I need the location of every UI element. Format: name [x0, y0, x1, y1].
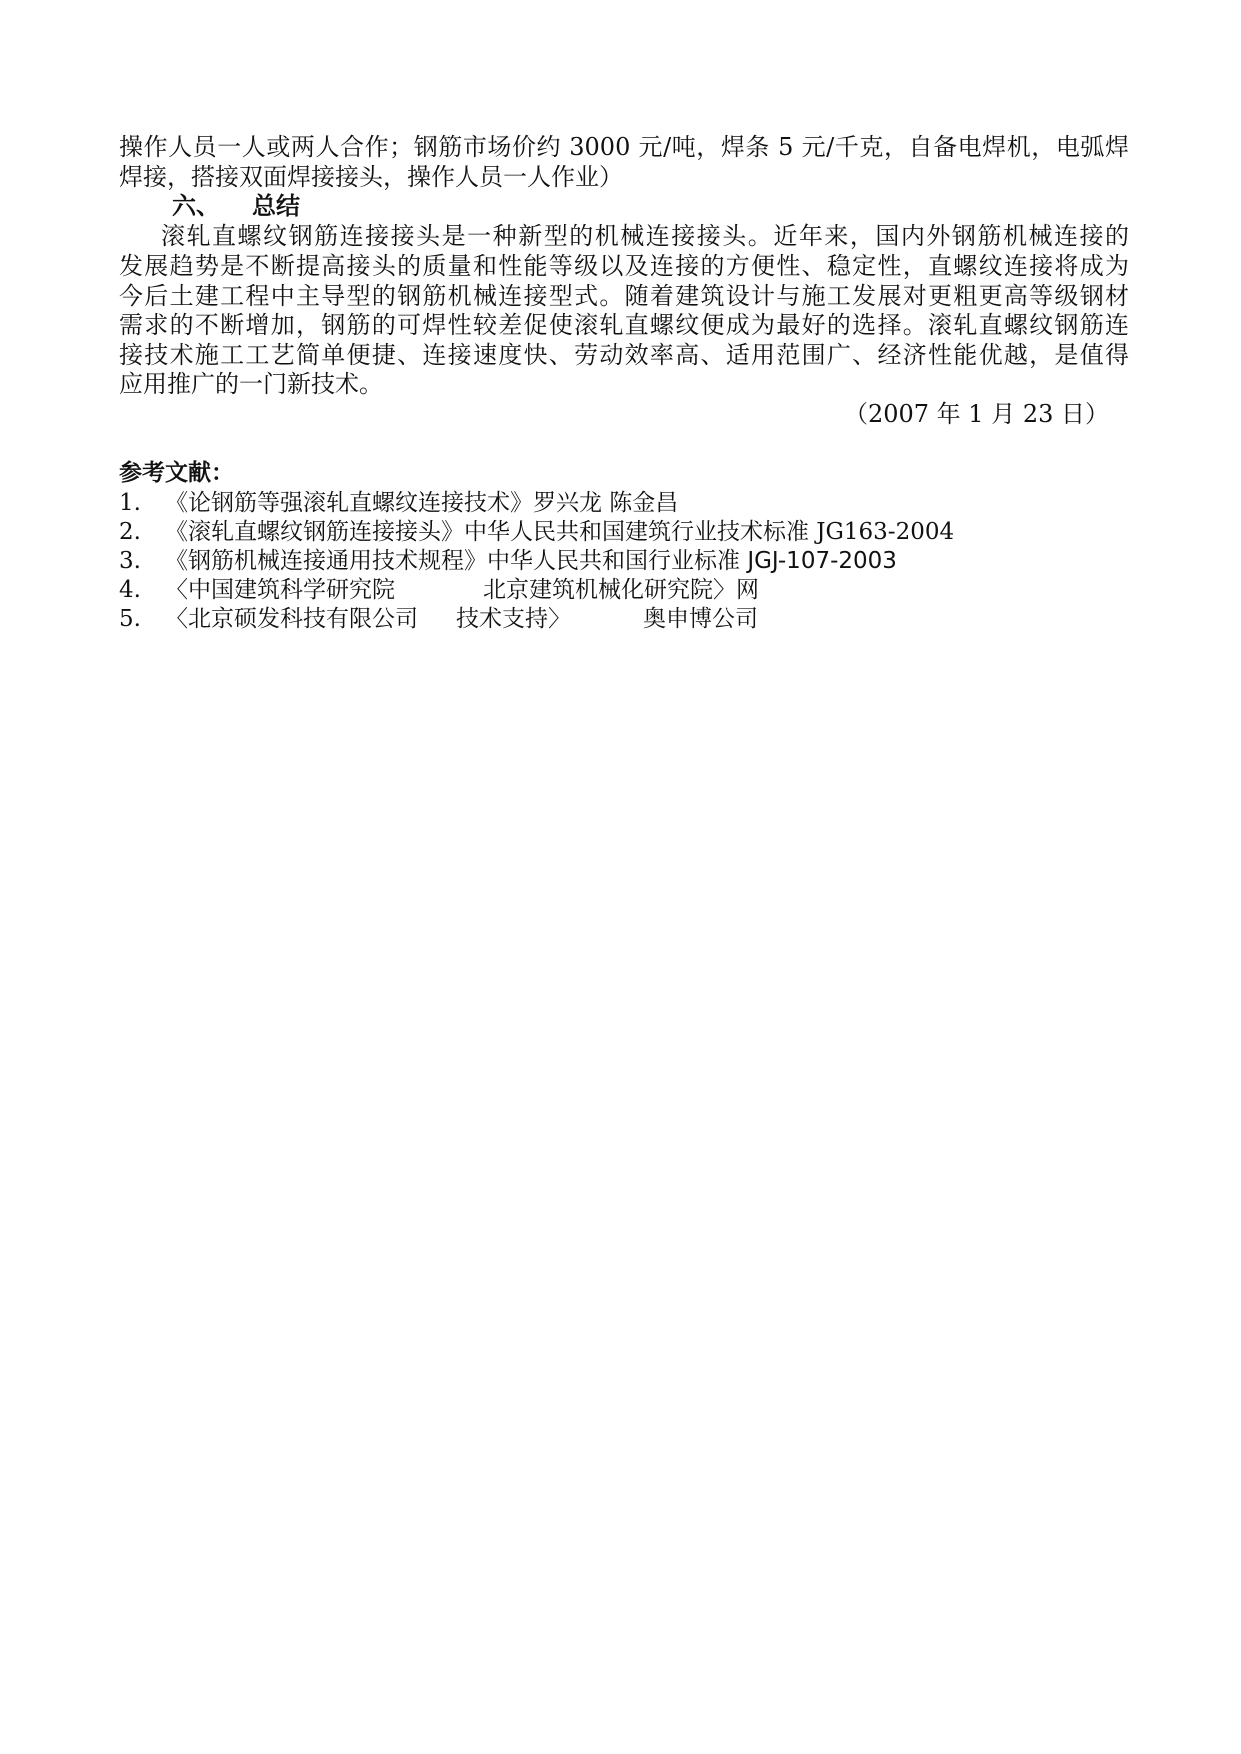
reference-number: 1.: [119, 490, 141, 516]
reference-number: 4.: [119, 577, 141, 603]
reference-item-1: [119, 489, 1129, 518]
reference-number: 3.: [119, 548, 141, 574]
reference-text-part-b: 北京建筑机械化研究院〉网: [483, 577, 759, 603]
reference-item-2: [119, 518, 1129, 547]
reference-text: 《滚轧直螺纹钢筋连接接头》中华人民共和国建筑行业技术标准 JG163-2004: [165, 519, 955, 545]
body-line-4: 需求的不断增加，钢筋的可焊性较差促使滚轧直螺纹便成为最好的选择。滚轧直螺纹钢筋连: [119, 311, 1129, 339]
body-line-3: 今后土建工程中主导型的钢筋机械连接型式。随着建筑设计与施工发展对更粗更高等级钢材: [119, 282, 1129, 310]
reference-standard-code: JGJ-107-2003: [747, 548, 897, 574]
section-number: 六、: [172, 192, 220, 220]
reference-number: 2.: [119, 519, 141, 545]
reference-text-part-c: 奥申博公司: [643, 606, 758, 632]
reference-item-3: [119, 547, 1129, 576]
body-line-5: 接技术施工工艺简单便捷、连接速度快、劳动效率高、适用范围广、经济性能优越，是值得: [119, 341, 1129, 369]
reference-text: 《论钢筋等强滚轧直螺纹连接技术》罗兴龙 陈金昌: [165, 490, 679, 516]
reference-item-5: [119, 605, 1129, 634]
body-line-1: 滚轧直螺纹钢筋连接接头是一种新型的机械连接接头。近年来，国内外钢筋机械连接的: [161, 222, 1129, 250]
section-heading: [172, 192, 300, 221]
references-title: 参考文献：: [119, 460, 234, 486]
body-line-2: 发展趋势是不断提高接头的质量和性能等级以及连接的方便性、稳定性，直螺纹连接将成为: [119, 252, 1129, 280]
reference-item-4: [119, 576, 1129, 605]
reference-text: 《钢筋机械连接通用技术规程》中华人民共和国行业标准: [165, 548, 748, 574]
reference-text-part-a: 〈中国建筑科学研究院: [165, 577, 395, 603]
body-line-6: 应用推广的一门新技术。: [119, 370, 383, 398]
intro-line-1: 操作人员一人或两人合作；钢筋市场价约 3000 元/吨，焊条 5 元/千克，自备电焊机，电弧焊: [119, 133, 1129, 161]
intro-line-2: 焊接，搭接双面焊接接头，操作人员一人作业）: [119, 163, 623, 191]
section-title: 总结: [252, 192, 300, 220]
reference-number: 5.: [119, 606, 141, 632]
reference-text-part-a: 〈北京硕发科技有限公司: [165, 606, 418, 632]
date-line: （2007 年 1 月 23 日）: [843, 400, 1109, 428]
reference-text-part-b: 技术支持〉: [456, 606, 571, 632]
